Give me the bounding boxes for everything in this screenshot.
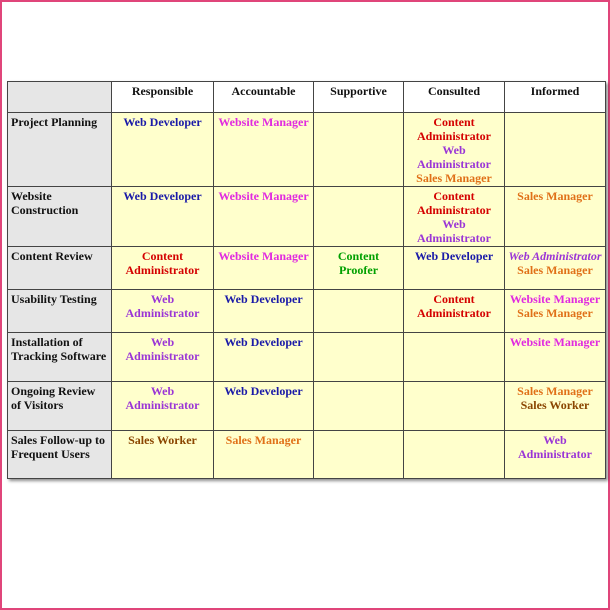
role-entry: Sales Worker <box>520 398 590 412</box>
column-header-consulted: Consulted <box>404 82 505 113</box>
role-entry: Website Manager <box>218 249 309 263</box>
role-entry: Web Administrator <box>417 217 491 245</box>
table-row <box>8 333 606 382</box>
cell-responsible <box>112 187 214 247</box>
role-entry: Website Manager <box>218 115 309 129</box>
role-entry: Website Manager <box>509 335 601 349</box>
cell-responsible <box>112 333 214 382</box>
role-entry: Web Administrator <box>417 143 491 171</box>
cell-consulted <box>404 113 505 187</box>
role-entry: Web Administrator <box>125 384 200 412</box>
cell-supportive <box>314 333 404 382</box>
role-entry: Web Administrator <box>125 292 200 320</box>
role-entry: Sales Manager <box>517 263 593 277</box>
row-header-task: Ongoing Review of Visitors <box>8 382 112 431</box>
role-entry: Content Administrator <box>417 115 491 143</box>
table-row <box>8 290 606 333</box>
role-entry: Website Manager <box>218 189 309 203</box>
cell-supportive <box>314 290 404 333</box>
cell-informed <box>505 431 606 479</box>
role-entry: Sales Manager <box>517 306 593 320</box>
cell-consulted <box>404 187 505 247</box>
cell-consulted <box>404 290 505 333</box>
row-header-task: Website Construction <box>8 187 112 247</box>
role-entry: Web Developer <box>224 335 303 349</box>
cell-responsible <box>112 431 214 479</box>
table-row <box>8 431 606 479</box>
table-body <box>8 113 606 479</box>
cell-consulted <box>404 333 505 382</box>
cell-responsible <box>112 290 214 333</box>
row-header-task: Sales Follow-up to Frequent Users <box>8 431 112 479</box>
role-entry: Web Developer <box>224 384 303 398</box>
cell-supportive <box>314 113 404 187</box>
role-entry: Sales Worker <box>128 433 197 447</box>
cell-consulted <box>404 431 505 479</box>
column-header-supportive: Supportive <box>314 82 404 113</box>
table-row <box>8 382 606 431</box>
cell-supportive <box>314 382 404 431</box>
column-header-responsible: Responsible <box>112 82 214 113</box>
corner-cell <box>8 82 112 113</box>
role-entry: Web Administrator <box>518 433 592 461</box>
role-entry: Sales Manager <box>225 433 302 447</box>
cell-informed <box>505 113 606 187</box>
role-entry: Web Developer <box>414 249 494 263</box>
cell-responsible <box>112 113 214 187</box>
role-entry: Web Developer <box>224 292 303 306</box>
cell-informed <box>505 247 606 290</box>
role-entry: Sales Manager <box>416 171 492 185</box>
role-entry: Web Developer <box>123 115 202 129</box>
cell-informed <box>505 187 606 247</box>
cell-informed <box>505 333 606 382</box>
cell-informed <box>505 290 606 333</box>
cell-accountable <box>214 333 314 382</box>
cell-consulted <box>404 382 505 431</box>
role-entry: Web Administrator <box>508 249 602 263</box>
cell-accountable <box>214 247 314 290</box>
role-entry: Website Manager <box>509 292 601 306</box>
cell-supportive <box>314 247 404 290</box>
role-entry: Content Proofer <box>337 249 380 277</box>
row-header-task: Content Review <box>8 247 112 290</box>
cell-supportive <box>314 431 404 479</box>
role-entry: Sales Manager <box>517 189 593 203</box>
cell-accountable <box>214 382 314 431</box>
role-entry: Content Administrator <box>417 189 491 217</box>
role-entry: Content Administrator <box>417 292 491 320</box>
cell-responsible <box>112 247 214 290</box>
table-row <box>8 113 606 187</box>
header-row <box>8 82 606 113</box>
cell-accountable <box>214 113 314 187</box>
role-entry: Sales Manager <box>517 384 593 398</box>
cell-supportive <box>314 187 404 247</box>
row-header-task: Project Planning <box>8 113 112 187</box>
raci-matrix-table <box>7 81 606 479</box>
cell-consulted <box>404 247 505 290</box>
cell-informed <box>505 382 606 431</box>
cell-accountable <box>214 290 314 333</box>
row-header-task: Usability Testing <box>8 290 112 333</box>
cell-responsible <box>112 382 214 431</box>
role-entry: Content Administrator <box>125 249 200 277</box>
column-header-accountable: Accountable <box>214 82 314 113</box>
role-entry: Web Developer <box>123 189 202 203</box>
row-header-task: Installation of Tracking Software <box>8 333 112 382</box>
role-entry: Web Administrator <box>125 335 200 363</box>
column-header-informed: Informed <box>505 82 606 113</box>
table-row <box>8 247 606 290</box>
cell-accountable <box>214 187 314 247</box>
cell-accountable <box>214 431 314 479</box>
table-row <box>8 187 606 247</box>
